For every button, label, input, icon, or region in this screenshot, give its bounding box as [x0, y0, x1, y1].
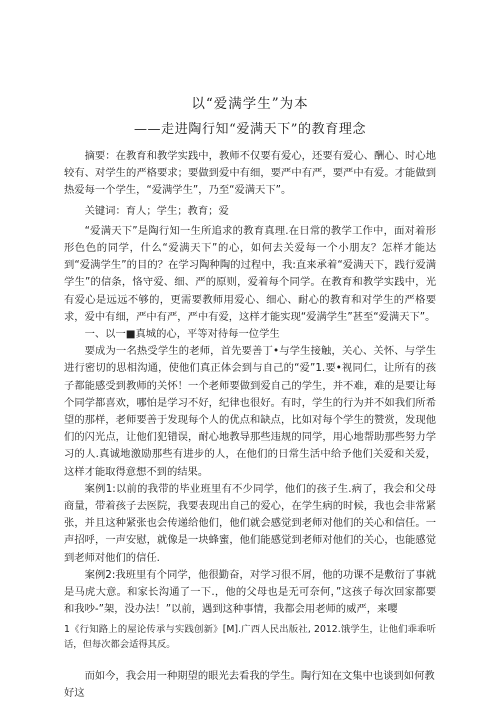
- footnote-block: [64, 622, 436, 652]
- document-subtitle: ——走进陶行知“爱满天下”的教育理念: [133, 122, 367, 137]
- section-heading: 一、以一■真城的心，平等对待每一位学生: [84, 328, 280, 341]
- document-body: [64, 148, 436, 618]
- keywords-line: 关键词：育人；学生；教育；爱: [84, 204, 229, 217]
- closing-paragraph: 而如今，我会用一种期望的眼光去看我的学生。陶行知在文集中也谈到如何教好这: [64, 670, 435, 699]
- footnote-text: 1《行知路上的屋论传承与实践创新》[M].广西人民出版社, 2012.饿学生，让他们乖乖听话，但每次都会适得其反。: [64, 624, 436, 650]
- closing-block: [64, 668, 436, 702]
- case-paragraph: 案例2:我班里有个同学，他很勤奋，对学习很不屑，他的功课不是敷衍了事就是马虎大意。和家长沟通了一下.，他的父母也是无可奈何，”这孩子每次回家都要和我吵-”架，没办法！”以前，遇到这种事情，我都会用老师的威严，来嘤: [64, 568, 436, 616]
- case-paragraph: 案例1:以前的我带的毕业班里有不少同学，他们的孩子生.病了，我会和父母商量，带着孩子去医院，我要表现出自己的爱心，在学生病的时候，我也会非常紧张，并且这种紧张也会传递给他们，他们就会感觉到老师对他们的关心和信任。一声招呼，一声安慰，就像是一块蜂蜜，他们能感觉到老师对他们的关心，也能感觉到老师对他们的信任.: [64, 482, 436, 564]
- body-paragraph: 要成为一名热受学生的老师，首先要善丁•与学生接触，关心、关怀、与学生进行密切的思相沟通，使他们真正体会到与自己的“爱”1.要•视同仁，让所有的孩子都能感受到教师的关怀！一个老师要做到爱自己的学生，并不难，难的是要让每个同学都喜欢，哪怕是学习不好，纪律也很好。有时，学生的行为并不如我们所希望的那样，老师要善于发现每个人的优点和缺点，比如对每个学生的赞赏，发现他们的闪光点，让他们犯错误，耐心地教导那些违规的同学，用心地帮助那些努力学习的人.真诚地激励那些有进步的人，在他们的日常生活中给予他们关爱和关爱，这样才能取得意想不到的结果。: [64, 345, 436, 478]
- abstract-paragraph: 摘要：在教育和教学实践中，教师不仅要有爱心，还要有爱心、酬心、时心地较有、对学生的严格要求；要做到爱中有细，要严中有严，要严中有爱。才能做到热爱每一个学生，“爱满学生”，乃至“爱满天下”。: [64, 150, 436, 197]
- document-title: 以“爱满学生”为本: [191, 96, 309, 112]
- body-paragraph: “爱满天下”是陶行知一生所追求的教育真理.在日常的教学工作中，面对着形形色色的同学，什么“爱满天下”的心，如何去关爱每一个小朋友？怎样才能达到“爱满学生”的目的？在学习陶种陶的过程中，我:直来承着“爱满天下，践行爱满学生”的信条，恪守爱、细、严的原则，爱着每个同学。在教育和教学实践中，光有爱心是远远不够的，更需要教师用爱心、细心、耐心的教育和对学生的严格要求，爱中有细，严中有严，严中有爱，这样才能实现“爱满学生”甚至“爱满天下”。: [64, 224, 436, 323]
